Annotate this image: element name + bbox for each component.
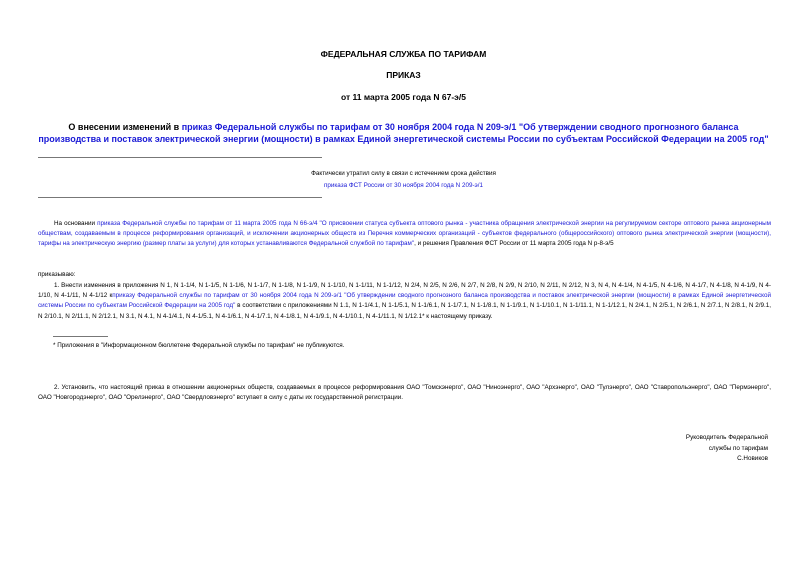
status-text: Фактически утратил силу в связи с истечением срока действия xyxy=(311,170,496,177)
signature-block xyxy=(628,433,768,465)
footnote-divider xyxy=(53,336,108,337)
item-2: 2. Установить, что настоящий приказ в отношении акционерных обществ, создаваемых в процессе реформирования ОАО "Томскэнерго", ОАО "Ниноэнерго", ОАО "Архэнерго", ОАО "Тулэнерго", ОАО "Ставропольэнерго", ОАО "Пермэнерго", ОАО "Новгородэнерго", ОАО "Орелэнерго", ОАО "Свердловэнерго" вступает в силу с даты их государственной регистрации. xyxy=(38,384,771,402)
footnote: * Приложения в "Информационном бюллетене Федеральной службы по тарифам" не публикуются. xyxy=(53,342,345,349)
basis-suffix: , и решения Правления ФСТ России от 11 марта 2005 года N р-8-э/5 xyxy=(414,240,614,248)
document-date: от 11 марта 2005 года N 67-э/5 xyxy=(341,92,466,102)
title-prefix: О внесении изменений в xyxy=(68,122,182,132)
agency-name: ФЕДЕРАЛЬНАЯ СЛУЖБА ПО ТАРИФАМ xyxy=(320,49,487,59)
status-note xyxy=(0,168,807,191)
status-link[interactable]: приказа ФСТ России от 30 ноября 2004 года N 209-э/1 xyxy=(323,181,484,189)
divider-bottom xyxy=(38,197,322,198)
item1-link[interactable]: приказу Федеральной службы по тарифам от 30 ноября 2004 года N 209-э/1 "Об утверждении сводного прогнозного баланса производства и поставок электрической энергии (мощности) в рамках Единой энергетической системы России по субъектам Российской Федерации на 2005 год" xyxy=(38,292,771,310)
item-1 xyxy=(38,281,771,322)
document-title xyxy=(36,121,771,145)
document-type: ПРИКАЗ xyxy=(386,70,421,80)
paragraph-basis xyxy=(38,219,771,250)
signature-position-line1: Руководитель Федеральной xyxy=(685,434,768,441)
basis-link[interactable]: приказа Федеральной службы по тарифам от 11 марта 2005 года N 66-э/4 "О присвоении статуса субъекта оптового рынка - участника обращения электрической энергии на регулируемом секторе оптового рынка акционерным обществам, создаваемым в процессе реформирования организаций, и исключении акционерных обществ из Перечня коммерческих организаций - субъектов федерального (общероссийского) оптового рынка электрической энергии (мощности), тарифы на электрическую энергию (размер платы за услуги) для которых устанавливаются Федеральной службой по тарифам" xyxy=(38,220,772,248)
basis-prefix: На основании xyxy=(54,220,98,227)
signature-position-line2: службы по тарифам xyxy=(708,444,768,452)
item1-prefix: 1. Внести изменения в приложения N 1, N 1-1/4, N 1-1/5, N 1-1/6, N 1-1/7, N 1-1/8, N 1-1/9, N 1-1/10, N 1-1/11, N 1-1/12, N 2/4, N 2/5, N 2/6, N 2/7, N 2/8, N 2/9, N 2/10, N 2/11, N 2/12, N 3, N 4, N 4-1/4, N 4-1/5, N 4-1/6, N 4-1/7, N 4-1/8, N 4-1/9, N 4-1/10, N 4-1/11, N 4-1/12 к xyxy=(38,282,771,300)
divider-top xyxy=(38,157,322,158)
order-word: приказываю: xyxy=(38,271,76,278)
item1-suffix: в соответствии с приложениями N 1.1, N 1-1/4.1, N 1-1/5.1, N 1-1/6.1, N 1-1/7.1, N 1-1/8.1, N 1-1/9.1, N 1-1/10.1, N 1-1/11.1, N 1-1/12.1, N 2/4.1, N 2/5.1, N 2/6.1, N 2/7.1, N 2/8.1, N 2/9.1, N 2/10.1, N 2/11.1, N 2/12.1, N 3.1, N 4.1, N 4-1/4.1, N 4-1/5.1, N 4-1/6.1, N 4-1/7.1, N 4-1/8.1, N 4-1/9.1, N 4-1/10.1, N 4-1/11.1, N 1/12.1* к настоящему приказу. xyxy=(38,302,771,320)
signature-name: С.Новиков xyxy=(737,455,768,462)
title-link[interactable]: приказ Федеральной службы по тарифам от 30 ноября 2004 года N 209-э/1 "Об утверждении сводного прогнозного баланса производства и поставок электрической энергии (мощности) в рамках Единой энергетической системы России по субъектам Российской Федерации на 2005 год" xyxy=(38,122,769,144)
